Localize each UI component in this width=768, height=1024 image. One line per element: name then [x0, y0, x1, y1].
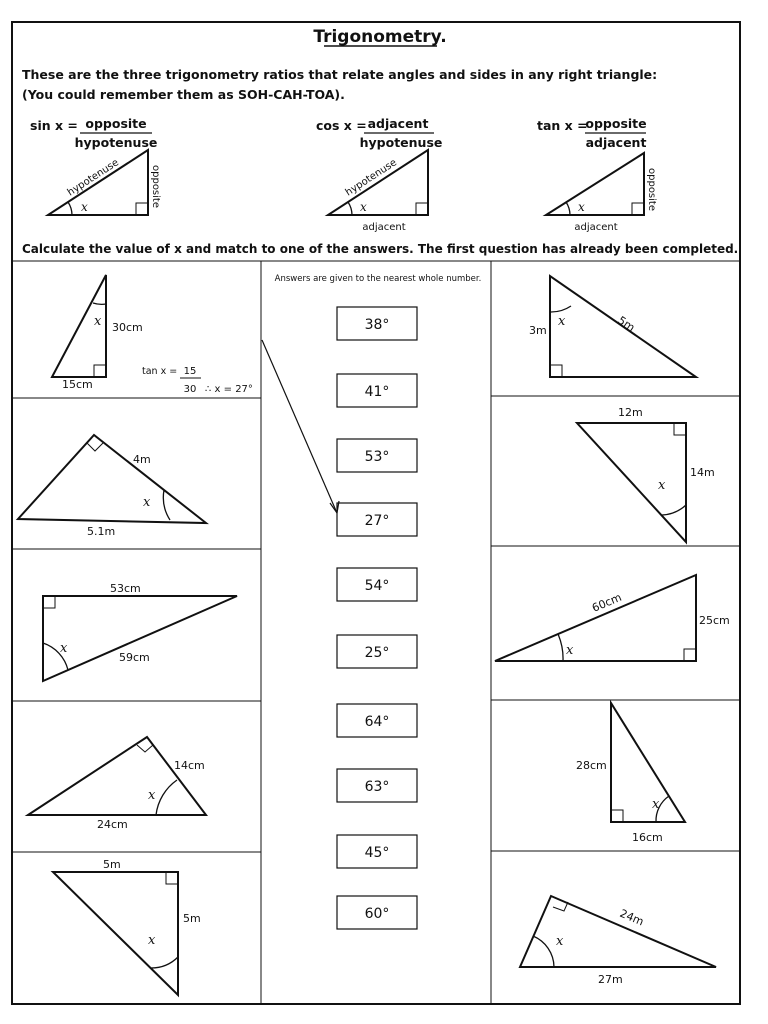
triangle-diagram	[328, 150, 428, 215]
ratio-denominator: hypotenuse	[359, 135, 443, 150]
worked-num: 15	[183, 366, 197, 377]
question-left-1	[52, 275, 253, 395]
worked-result: ∴ x = 27°	[205, 384, 253, 395]
angle-label: x	[60, 641, 68, 656]
ratio-numerator: opposite	[585, 116, 647, 131]
ratio-lhs: cos x =	[316, 118, 367, 133]
grid	[12, 261, 740, 1004]
side-label-opposite: opposite	[646, 168, 657, 211]
ratio-sin	[30, 116, 161, 215]
side-label-adjacent: adjacent	[362, 222, 406, 233]
question-right-2	[577, 406, 715, 542]
question-right-5	[520, 896, 716, 986]
side-label: 15cm	[62, 378, 93, 391]
intro-line-1: These are the three trigonometry ratios that relate angles and sides in any right triangle:	[22, 67, 658, 82]
side-label: 5.1m	[87, 525, 116, 538]
worksheet-title: Trigonometry.	[313, 27, 447, 47]
answer-box[interactable]	[337, 769, 417, 802]
answer-value: 27°	[364, 513, 390, 529]
side-label: 53cm	[110, 582, 141, 595]
angle-arc	[68, 202, 72, 215]
ratio-cos	[316, 116, 442, 233]
side-label: 5m	[103, 858, 121, 871]
side-label-hypotenuse: hypotenuse	[343, 157, 399, 199]
question-left-4	[28, 737, 206, 831]
ratio-numerator: adjacent	[367, 116, 429, 131]
answer-box[interactable]	[337, 307, 417, 340]
angle-label: x	[558, 314, 566, 329]
angle-label: x	[81, 200, 88, 214]
ratio-numerator: opposite	[85, 116, 147, 131]
side-label: 30cm	[112, 321, 143, 334]
angle-label: x	[360, 200, 367, 214]
answer-value: 64°	[364, 714, 390, 730]
answer-value: 38°	[364, 317, 390, 333]
angle-label: x	[143, 495, 151, 510]
intro-line-2: (You could remember them as SOH-CAH-TOA).	[22, 87, 345, 102]
angle-label: x	[578, 200, 585, 214]
angle-label: x	[94, 314, 102, 329]
worked-den: 30	[183, 384, 197, 395]
answer-value: 60°	[364, 906, 390, 922]
answer-box[interactable]	[337, 568, 417, 601]
answer-value: 25°	[364, 645, 390, 661]
angle-label: x	[652, 797, 660, 812]
answer-value: 41°	[364, 384, 390, 400]
answer-value: 45°	[364, 845, 390, 861]
angle-label: x	[148, 788, 156, 803]
ratio-denominator: hypotenuse	[74, 135, 158, 150]
question-right-4	[576, 703, 685, 844]
answer-box[interactable]	[337, 503, 417, 536]
angle-label: x	[658, 478, 666, 493]
ratio-tan	[537, 116, 657, 233]
triangle-diagram	[48, 150, 148, 215]
answer-box[interactable]	[337, 896, 417, 929]
ratio-lhs: sin x =	[30, 118, 78, 133]
ratio-lhs: tan x =	[537, 118, 588, 133]
right-angle-mark	[136, 203, 148, 215]
side-label: 27m	[598, 973, 623, 986]
angle-label: x	[556, 934, 564, 949]
triangle-diagram	[546, 153, 644, 215]
question-right-1	[529, 276, 696, 377]
side-label-adjacent: adjacent	[574, 222, 618, 233]
answer-box[interactable]	[337, 635, 417, 668]
answer-box[interactable]	[337, 439, 417, 472]
side-label: 5m	[183, 912, 201, 925]
side-label: 16cm	[632, 831, 663, 844]
answer-box[interactable]	[337, 374, 417, 407]
side-label: 25cm	[699, 614, 730, 627]
answer-box[interactable]	[337, 704, 417, 737]
side-label-hypotenuse: hypotenuse	[65, 157, 121, 199]
side-label: 5m	[615, 313, 638, 335]
question-right-3	[495, 575, 730, 661]
side-label: 28cm	[576, 759, 607, 772]
question-left-2	[18, 435, 206, 538]
ratio-denominator: adjacent	[585, 135, 647, 150]
question-left-5	[53, 858, 201, 995]
side-label: 24m	[617, 906, 646, 929]
answer-value: 63°	[364, 779, 390, 795]
side-label-opposite: opposite	[150, 165, 161, 208]
side-label: 60cm	[590, 590, 624, 615]
match-arrow	[262, 340, 339, 513]
side-label: 14cm	[174, 759, 205, 772]
answer-box[interactable]	[337, 835, 417, 868]
right-angle-mark	[632, 203, 644, 215]
angle-arc	[348, 202, 352, 215]
angle-arc	[566, 202, 570, 215]
answer-value: 54°	[364, 578, 390, 594]
side-label: 3m	[529, 324, 547, 337]
side-label: 4m	[133, 453, 151, 466]
side-label: 12m	[618, 406, 643, 419]
side-label: 24cm	[97, 818, 128, 831]
question-left-3	[43, 582, 237, 681]
instruction: Calculate the value of x and match to one of the answers. The first question has already been completed.	[22, 242, 739, 256]
answer-value: 53°	[364, 449, 390, 465]
answers-note: Answers are given to the nearest whole number.	[274, 274, 482, 284]
angle-label: x	[566, 643, 574, 658]
right-angle-mark	[416, 203, 428, 215]
worked-lhs: tan x =	[142, 366, 178, 377]
angle-label: x	[148, 933, 156, 948]
side-label: 14m	[690, 466, 715, 479]
side-label: 59cm	[119, 651, 150, 664]
